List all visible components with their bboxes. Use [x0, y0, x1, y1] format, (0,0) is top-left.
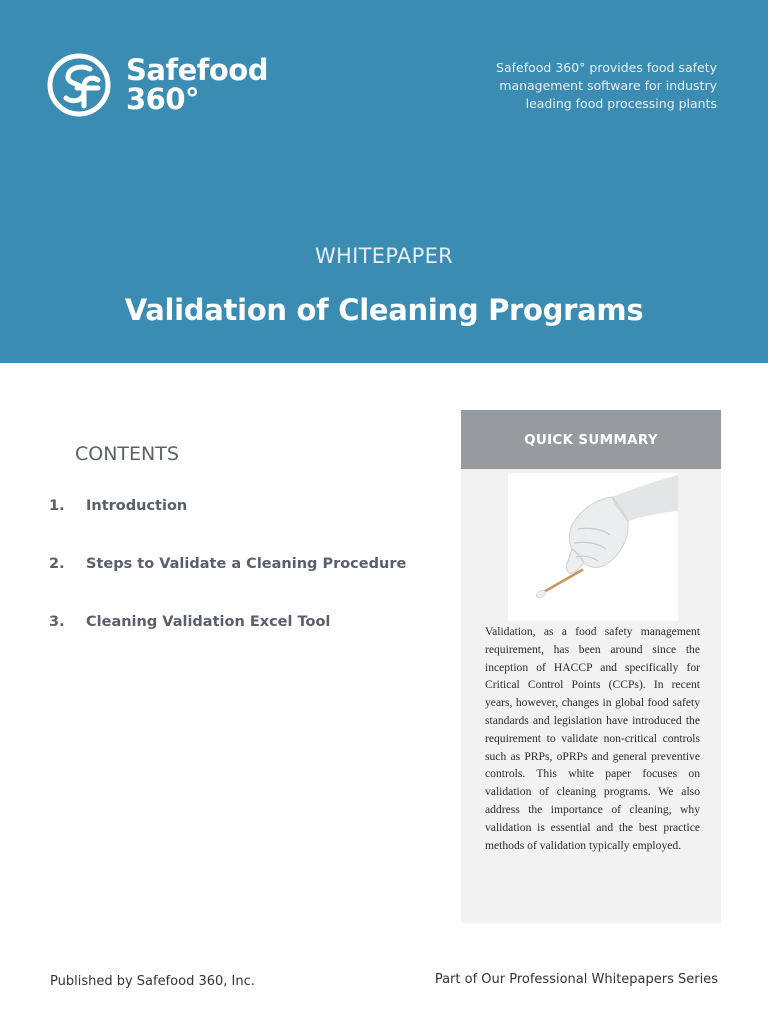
tagline-line: management software for industry	[499, 78, 717, 93]
logo-name-line1: Safefood	[126, 53, 268, 87]
tagline-line: Safefood 360° provides food safety	[496, 60, 717, 75]
safefood-logo-icon	[46, 52, 118, 118]
logo-name-line2: 360°	[126, 82, 200, 116]
footer-publisher: Published by Safefood 360, Inc.	[50, 974, 255, 989]
footer-series: Part of Our Professional Whitepapers Series	[434, 972, 718, 987]
toc-number: 1.	[49, 498, 65, 514]
quick-summary-heading: QUICK SUMMARY	[461, 410, 721, 469]
toc-item-excel-tool[interactable]	[49, 614, 429, 636]
quick-summary-panel	[461, 410, 721, 923]
toc-number: 3.	[49, 614, 65, 630]
company-tagline	[457, 59, 717, 113]
document-title: Validation of Cleaning Programs	[124, 293, 644, 327]
tagline-line: leading food processing plants	[525, 96, 717, 111]
toc-label: Cleaning Validation Excel Tool	[86, 614, 331, 630]
header-banner	[0, 0, 768, 363]
gloved-hand-swab-image	[508, 473, 678, 621]
toc-item-introduction[interactable]	[49, 498, 429, 520]
logo-wordmark	[126, 53, 268, 116]
toc-label: Introduction	[86, 498, 188, 514]
logo[interactable]	[46, 52, 276, 122]
document-kicker: WHITEPAPER	[314, 244, 454, 268]
quick-summary-text: Validation, as a food safety management requirement, has been around since the inception of HACCP and specifically for Critical Control Points (CCPs). In recent years, however, changes in global food safety standards and legislation have introduced the requirement to validate non-critical controls such as PRPs, oPRPs and general preventive controls. This white paper focuses on validation of cleaning programs. We also address the importance of cleaning, why validation is essential and the best practice methods of validation typically employed.	[485, 625, 700, 852]
contents-heading: CONTENTS	[75, 443, 179, 465]
toc-number: 2.	[49, 556, 65, 572]
toc-label: Steps to Validate a Cleaning Procedure	[86, 556, 407, 572]
toc-item-steps-to-validate[interactable]	[49, 556, 429, 578]
